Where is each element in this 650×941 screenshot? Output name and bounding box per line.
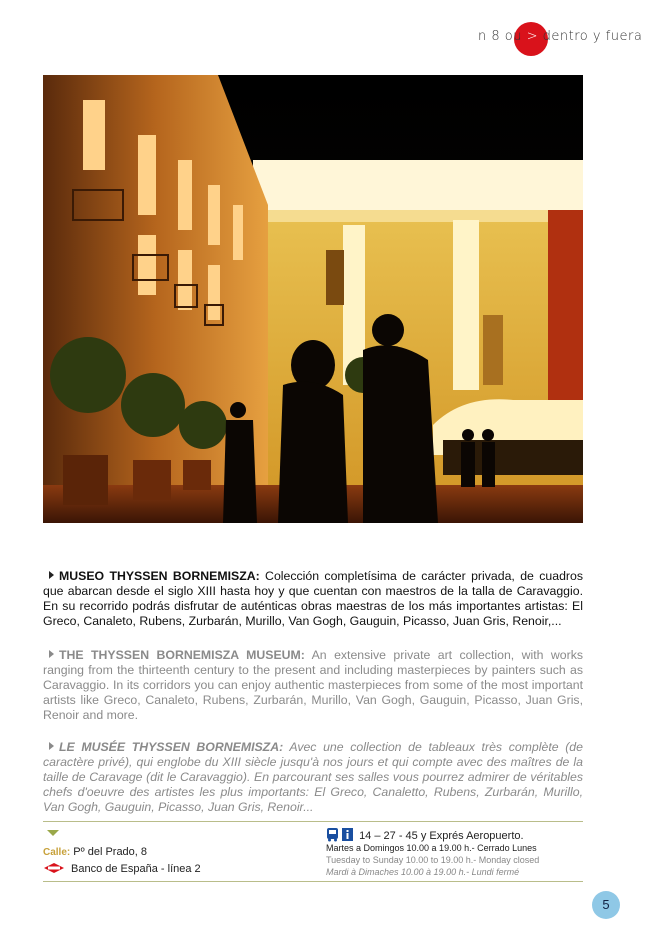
text-english: An extensive private art collection, with works ranging from the thirteenth century to the present and including masterpieces by painters such as Caravaggio. In its corridors you can enjoy authentic masterpieces from some of the most important artists like Greco, Canaleto, Rubens, Zurbarán, Murillo, Van Gogh, Gauguin, Picasso, Juan Gris, Renoir and more.: [43, 648, 583, 722]
museum-photo: [43, 75, 583, 523]
schedule-english: Tuesday to Sunday 10.00 to 19.00 h.- Monday closed: [326, 855, 540, 865]
info-icon: [341, 827, 354, 842]
description-french: [43, 740, 583, 815]
bullet-arrow-icon: [49, 742, 54, 750]
metro-info: [43, 862, 201, 875]
header-right-text: dentro y fuera: [542, 29, 643, 44]
divider-bottom: [43, 881, 583, 882]
title-spanish: MUSEO THYSSEN BORNEMISZA:: [59, 569, 260, 583]
metro-logo-icon: [43, 862, 65, 874]
bus-lines-text: 14 – 27 - 45 y Exprés Aeropuerto.: [359, 830, 524, 842]
address-value: Pº del Prado, 8: [73, 846, 148, 858]
address-label: Calle:: [43, 847, 71, 858]
bus-lines: [326, 827, 586, 842]
schedule-french: Mardi à Dimaches 10.00 à 19.00 h.- Lundi fermé: [326, 867, 520, 877]
divider-top: [43, 821, 583, 822]
description-english: [43, 648, 583, 723]
museum-night-illustration: [43, 75, 583, 523]
description-spanish: [43, 569, 583, 629]
section-header: [470, 22, 643, 52]
bullet-arrow-icon: [49, 650, 54, 658]
bullet-arrow-icon: [49, 571, 54, 579]
header-left-text: n 8 ou: [478, 29, 522, 44]
header-text: n 8 ou > dentro y fuera: [478, 29, 643, 44]
bus-icon: [326, 827, 339, 842]
page-number: 5: [592, 891, 620, 919]
text-french: Avec une collection de tableaux très complète (de caractère privé), qui englobe du XIII siècle jusqu'à nos jours et qui compte avec des maîtres de la taille de Caravage (dit le Caravaggio). En parcourant ses salles vous pourrez admirer de véritables chefs d'oeuvre des artistes les plus importants: El Greco, Canaletto, Rubens, Zurbarán, Murillo, Van Gogh, Gauguin, Picasso, Juan Gris, Renoir...: [43, 740, 583, 814]
text-spanish: Colección completísima de carácter privada, de cuadros que abarcan desde el siglo XIII hasta hoy y que cuentan con maestros de la talla de Caravaggio. En su recorrido podrás disfrutar de auténticas obras maestras de los más importantes artistas: El Greco, Canaleto, Rubens, Zurbarán, Murillo, Van Gogh, Gauguin, Picasso, Juan Gris, Renoir,...: [43, 569, 584, 628]
title-english: THE THYSSEN BORNEMISZA MUSEUM:: [59, 648, 305, 662]
triangle-down-icon: [47, 830, 59, 836]
schedule-spanish: Martes a Domingos 10.00 a 19.00 h.- Cerrado Lunes: [326, 843, 537, 853]
transport-schedule: [326, 827, 586, 878]
metro-station: Banco de España - línea 2: [71, 863, 201, 875]
address: [43, 846, 147, 858]
title-french: LE MUSÉE THYSSEN BORNEMISZA:: [59, 740, 284, 754]
